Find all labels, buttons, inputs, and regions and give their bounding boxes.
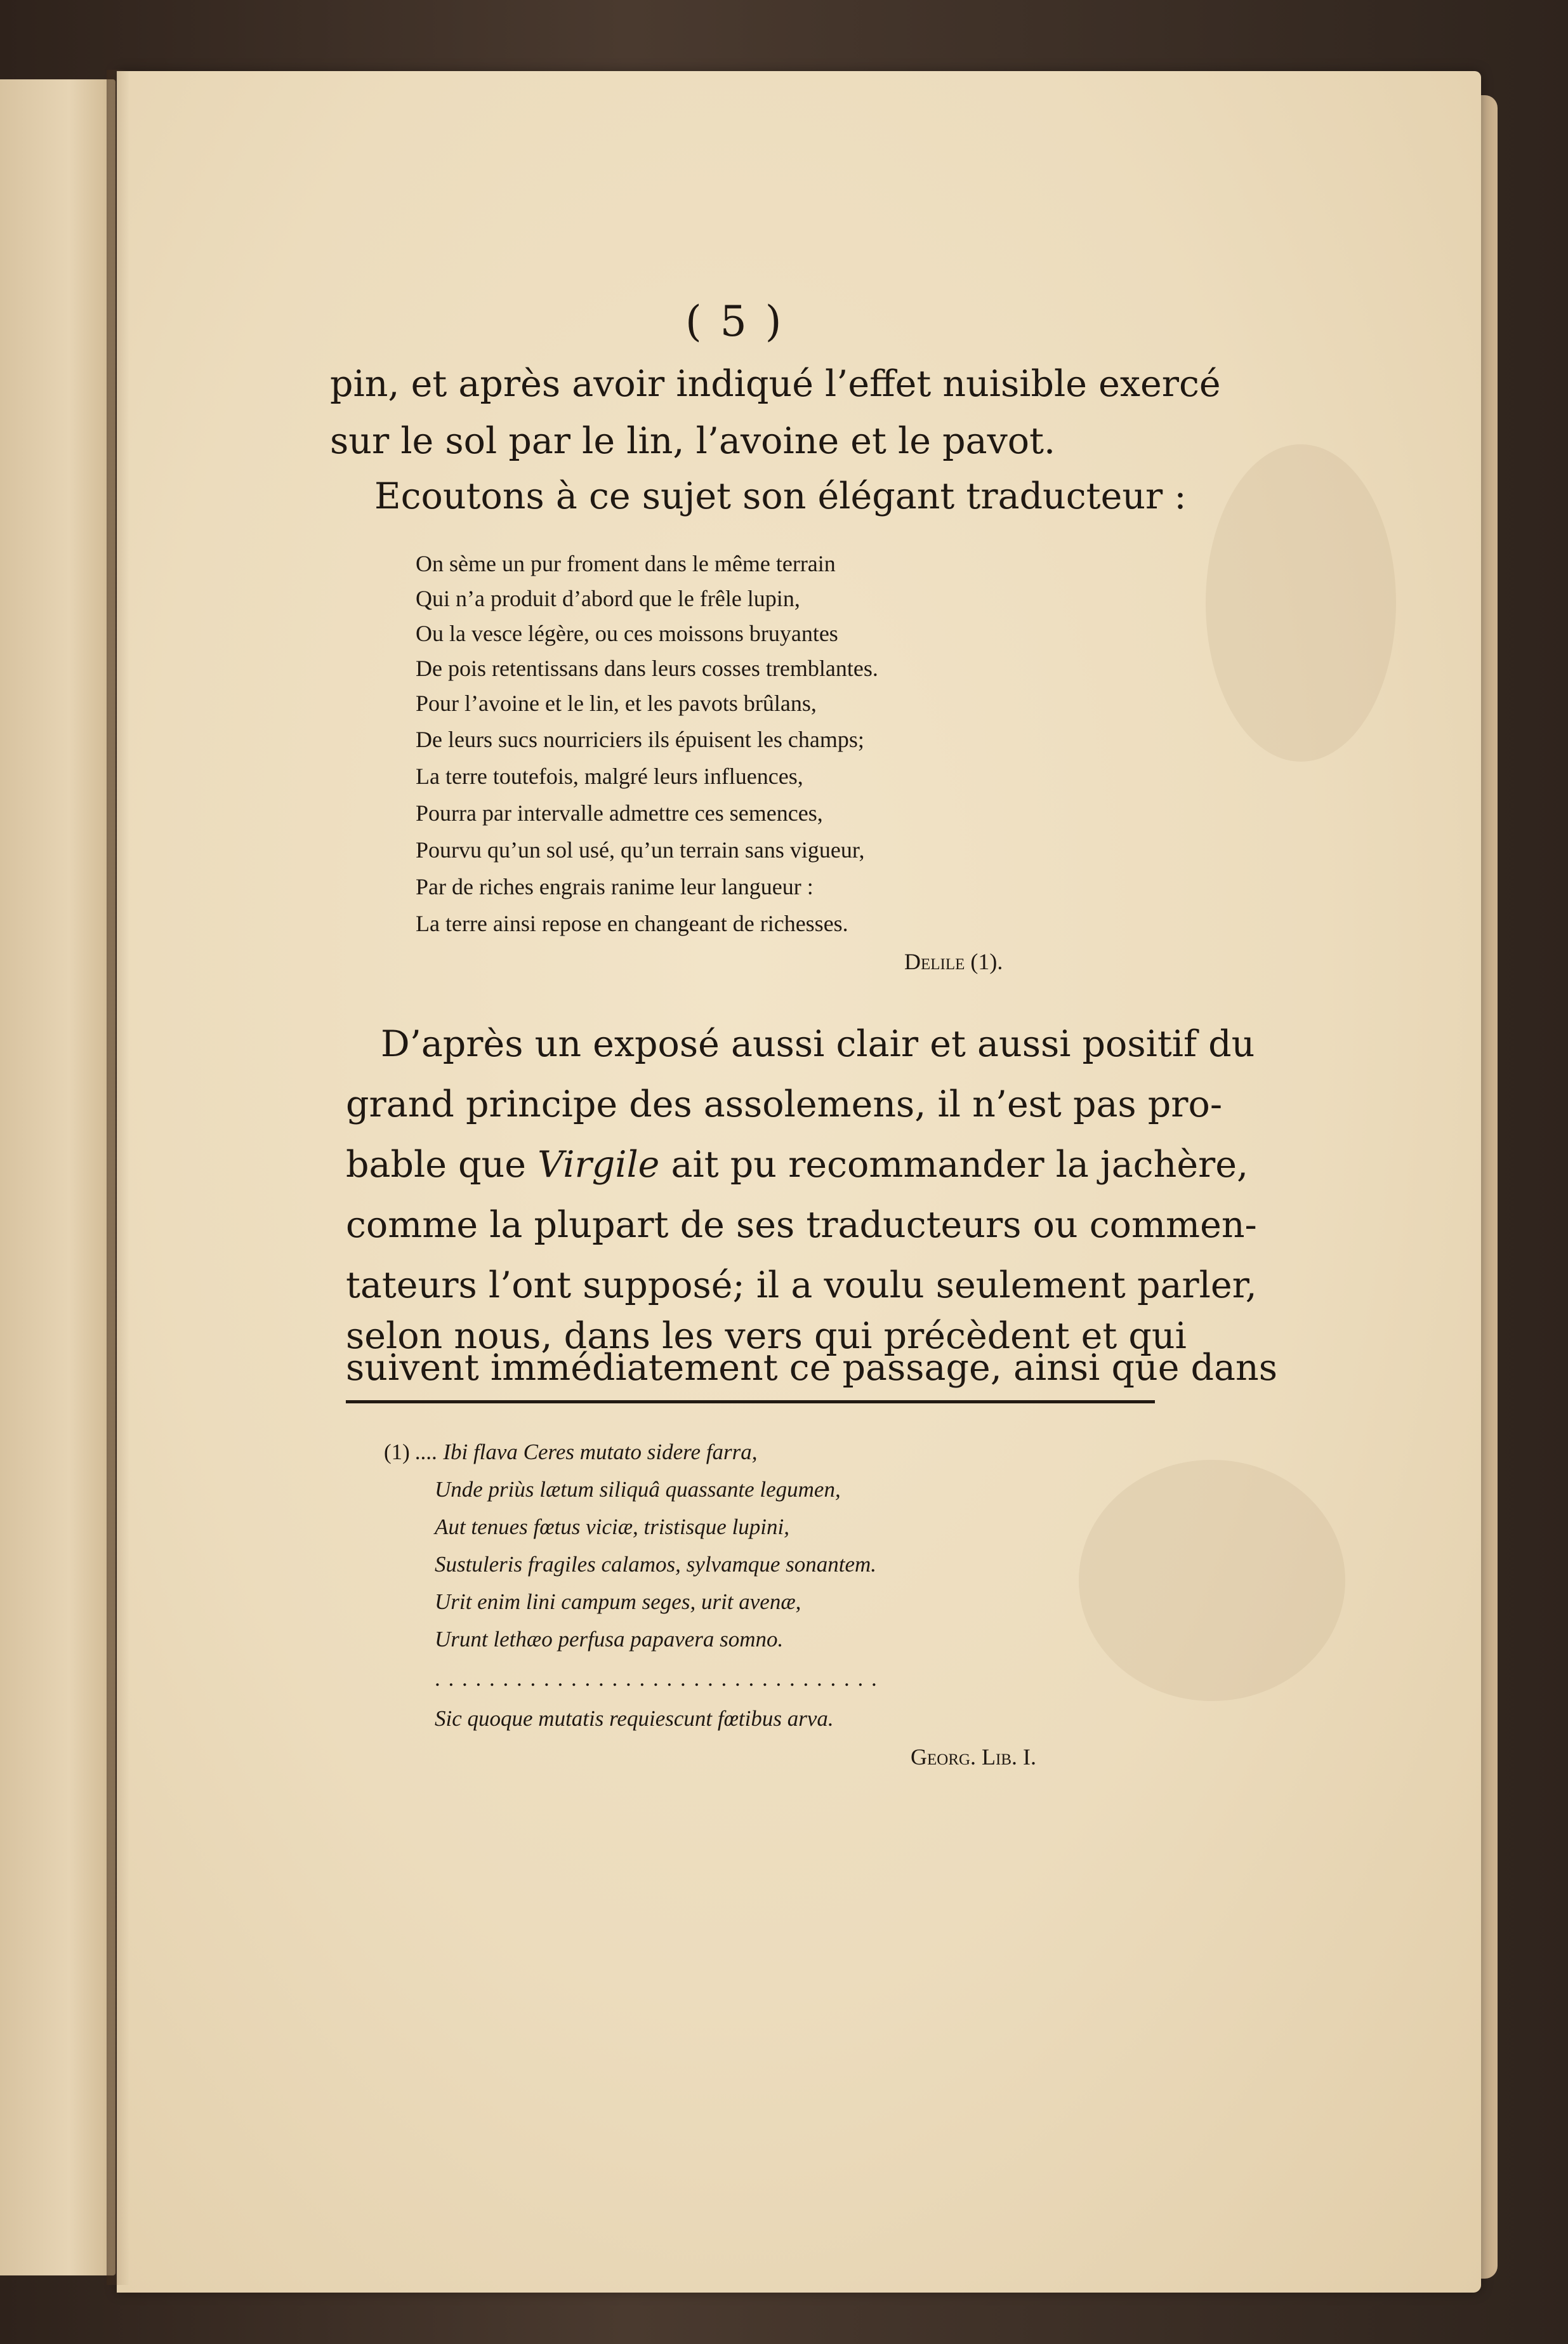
paper-stain <box>1206 444 1396 762</box>
verse-line: De pois retentissans dans leurs cosses tremblantes. <box>416 656 878 681</box>
verse-line: La terre ainsi repose en changeant de richesses. <box>416 911 848 936</box>
footnote-line: Unde priùs lætum siliquâ quassante legumen, <box>435 1477 841 1502</box>
footnote-line: Sustuleris fragiles calamos, sylvamque sonantem. <box>435 1552 877 1577</box>
footnote-text: .... Ibi flava Ceres mutato sidere farra, <box>415 1440 758 1464</box>
body-line: comme la plupart de ses traducteurs ou commen- <box>346 1204 1257 1246</box>
body-line <box>346 1146 1248 1184</box>
footnote-line: Sic quoque mutatis requiescunt fœtibus arva. <box>435 1706 834 1731</box>
left-page-edge <box>0 79 115 2275</box>
footnote-ellipsis: . . . . . . . . . . . . . . . . . . . . . . . . . . . . . . . . . <box>435 1666 878 1691</box>
body-text: bable que <box>346 1144 538 1186</box>
body-line: selon nous, dans les vers qui précèdent et qui <box>346 1315 1187 1357</box>
gutter-shadow <box>107 70 129 2285</box>
footnote-line: Urit enim lini campum seges, urit avenæ, <box>435 1589 801 1614</box>
verse-line: La terre toutefois, malgré leurs influences, <box>416 764 803 789</box>
author-name-virgile: Virgile <box>537 1144 660 1186</box>
body-line: pin, et après avoir indiqué l’effet nuisible exercé <box>330 363 1221 405</box>
verse-attribution: Delile (1). <box>904 949 1003 974</box>
verse-line: De leurs sucs nourriciers ils épuisent les champs; <box>416 727 864 752</box>
body-line: D’après un exposé aussi clair et aussi positif du <box>381 1023 1255 1065</box>
footnote-line: Aut tenues fœtus viciæ, tristisque lupini, <box>435 1514 790 1539</box>
body-line: tateurs l’ont supposé; il a voulu seulement parler, <box>346 1264 1257 1306</box>
verse-line: Ou la vesce légère, ou ces moissons bruyantes <box>416 621 838 646</box>
body-text: ait pu recommander la jachère, <box>659 1144 1249 1186</box>
footnote-separator-rule <box>346 1400 1155 1403</box>
body-line: grand principe des assolemens, il n’est pas pro- <box>346 1083 1223 1125</box>
verse-line: Pourra par intervalle admettre ces semences, <box>416 800 823 826</box>
footnote-line <box>384 1440 757 1465</box>
body-line-last: suivent immédiatement ce passage, ainsi que dans <box>346 1347 1277 1389</box>
verse-line: Pour l’avoine et le lin, et les pavots brûlans, <box>416 691 817 716</box>
body-line: sur le sol par le lin, l’avoine et le pavot. <box>330 420 1056 462</box>
page-number: ( 5 ) <box>685 297 784 346</box>
verse-line: Pourvu qu’un sol usé, qu’un terrain sans vigueur, <box>416 837 865 863</box>
verse-line: Par de riches engrais ranime leur langueur : <box>416 874 814 899</box>
verse-line: On sème un pur froment dans le même terrain <box>416 551 836 576</box>
footnote-line: Urunt lethæo perfusa papavera somno. <box>435 1627 784 1652</box>
footnote-source: Georg. Lib. I. <box>911 1744 1037 1770</box>
paper-stain <box>1079 1460 1345 1701</box>
verse-line: Qui n’a produit d’abord que le frêle lupin, <box>416 586 800 611</box>
body-line: Ecoutons à ce sujet son élégant traducteur : <box>374 475 1187 517</box>
footnote-marker: (1) <box>384 1440 410 1464</box>
